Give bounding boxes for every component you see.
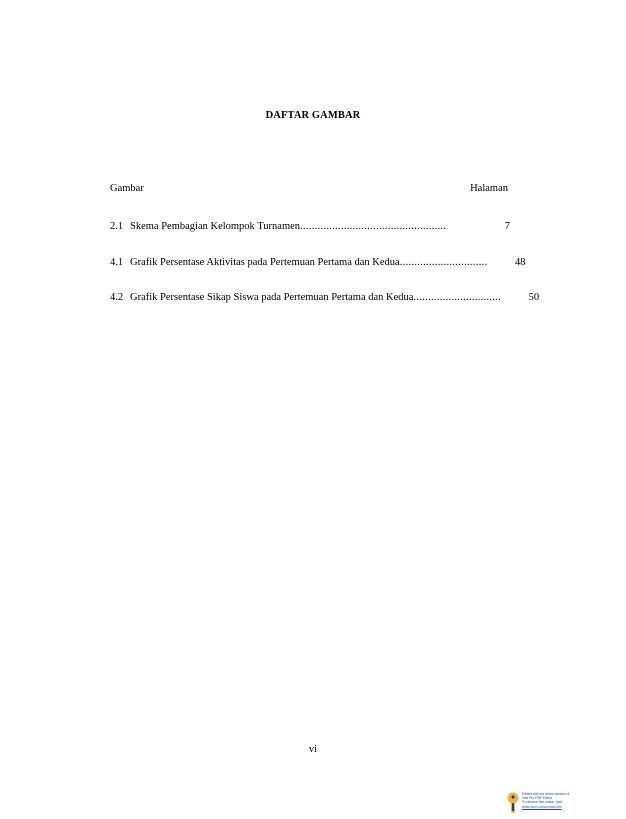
figure-title: Grafik Persentase Sikap Siswa pada Pertemuan Pertama dan Kedua	[130, 292, 414, 303]
figure-number: 2.1	[110, 221, 124, 232]
figure-page-number: 48	[514, 257, 526, 268]
editor-watermark	[506, 790, 576, 816]
watermark-line: To remove this notice, visit:	[522, 800, 563, 805]
dot-leader: ..............................	[413, 292, 502, 303]
column-header-page: Halaman	[470, 183, 508, 194]
figure-title: Grafik Persentase Aktivitas pada Pertemuan Pertama dan Kedua	[130, 257, 400, 268]
page-title: DAFTAR GAMBAR	[265, 110, 361, 121]
figure-page-number: 50	[528, 292, 540, 303]
figure-entry	[110, 292, 540, 303]
figure-page-number: 7	[504, 221, 510, 232]
column-header-figure: Gambar	[110, 183, 144, 194]
figure-title: Skema Pembagian Kelompok Turnamen	[130, 221, 301, 232]
watermark-line: Edited with the demo version of	[522, 792, 570, 796]
watermark-line: Infix Pro PDF Editor	[522, 796, 552, 801]
dot-leader: ..................................................	[300, 221, 447, 232]
figure-number: 4.1	[110, 257, 124, 268]
figure-number: 4.2	[110, 292, 124, 303]
column-header-row	[110, 183, 508, 194]
page-number: vi	[308, 744, 318, 755]
dot-leader: ..............................	[399, 257, 488, 268]
figure-entry	[110, 257, 526, 268]
infix-logo-icon	[506, 792, 520, 814]
figure-entry	[110, 221, 510, 232]
watermark-link[interactable]: www.iceni.com/unlock.htm	[522, 804, 562, 809]
